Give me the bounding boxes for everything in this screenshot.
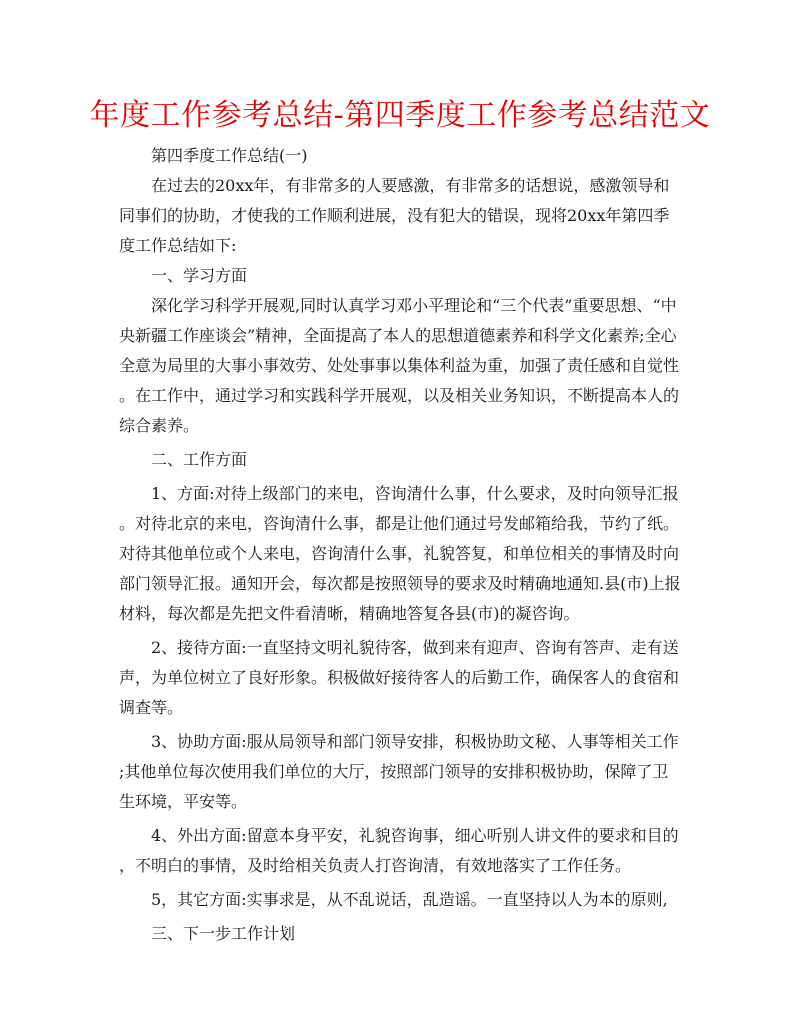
study-paragraph: 深化学习科学开展观,同时认真学习邓小平理论和“三个代表”重要思想、“中央新疆工作座谈会”精神，全面提高了本人的思想道德素养和科学文化素养;全心全意为局里的大事小事效劳、处处事事以集体利益为重，加强了责任感和自觉性。在工作中，通过学习和实践科学开展观，以及相关业务知识，不断提高本人的综合素养。	[119, 296, 680, 435]
work-item-1: 1、方面:对待上级部门的来电，咨询清什么事，什么要求，及时向领导汇报。对待北京的来电，咨询清什么事，都是让他们通过号发邮箱给我，节约了纸。对待其他单位或个人来电，咨询清什么事，礼貌答复，和单位相关的事情及时向部门领导汇报。通知开会，每次都是按照领导的要求及时精确地通知.县(市)上报材料，每次都是先把文件看清晰，精确地答复各县(市)的凝咨询。	[119, 484, 681, 623]
section-subtitle: 第四季度工作总结(一)	[151, 146, 308, 165]
work-item-2: 2、接待方面:一直坚持文明礼貌待客，做到来有迎声、咨询有答声、走有送声，为单位树立了良好形象。积极做好接待客人的后勤工作，确保客人的食宿和调查等。	[119, 638, 680, 717]
heading-study: 一、学习方面	[151, 266, 248, 285]
work-item-5: 5，其它方面:实事求是，从不乱说话，乱造谣。一直坚持以人为本的原则,	[151, 890, 668, 909]
document-body	[119, 141, 681, 949]
work-item-4: 4、外出方面:留意本身平安，礼貌咨询事，细心听别人讲文件的要求和目的，不明白的事情，及时给相关负责人打咨询清，有效地落实了工作任务。	[119, 826, 679, 875]
document-title: 年度工作参考总结-第四季度工作参考总结范文	[89, 98, 711, 133]
heading-next-plan: 三、下一步工作计划	[151, 924, 296, 943]
work-item-3: 3、协助方面:服从局领导和部门领导安排，积极协助文秘、人事等相关工作;其他单位每次使用我们单位的大厅，按照部门领导的安排积极协助，保障了卫生环境，平安等。	[119, 732, 679, 811]
intro-paragraph: 在过去的20xx年，有非常多的人要感激，有非常多的话想说，感激领导和同事们的协助，才使我的工作顺利进展，没有犯大的错误，现将20xx年第四季度工作总结如下:	[119, 176, 670, 255]
heading-work: 二、工作方面	[151, 450, 248, 469]
